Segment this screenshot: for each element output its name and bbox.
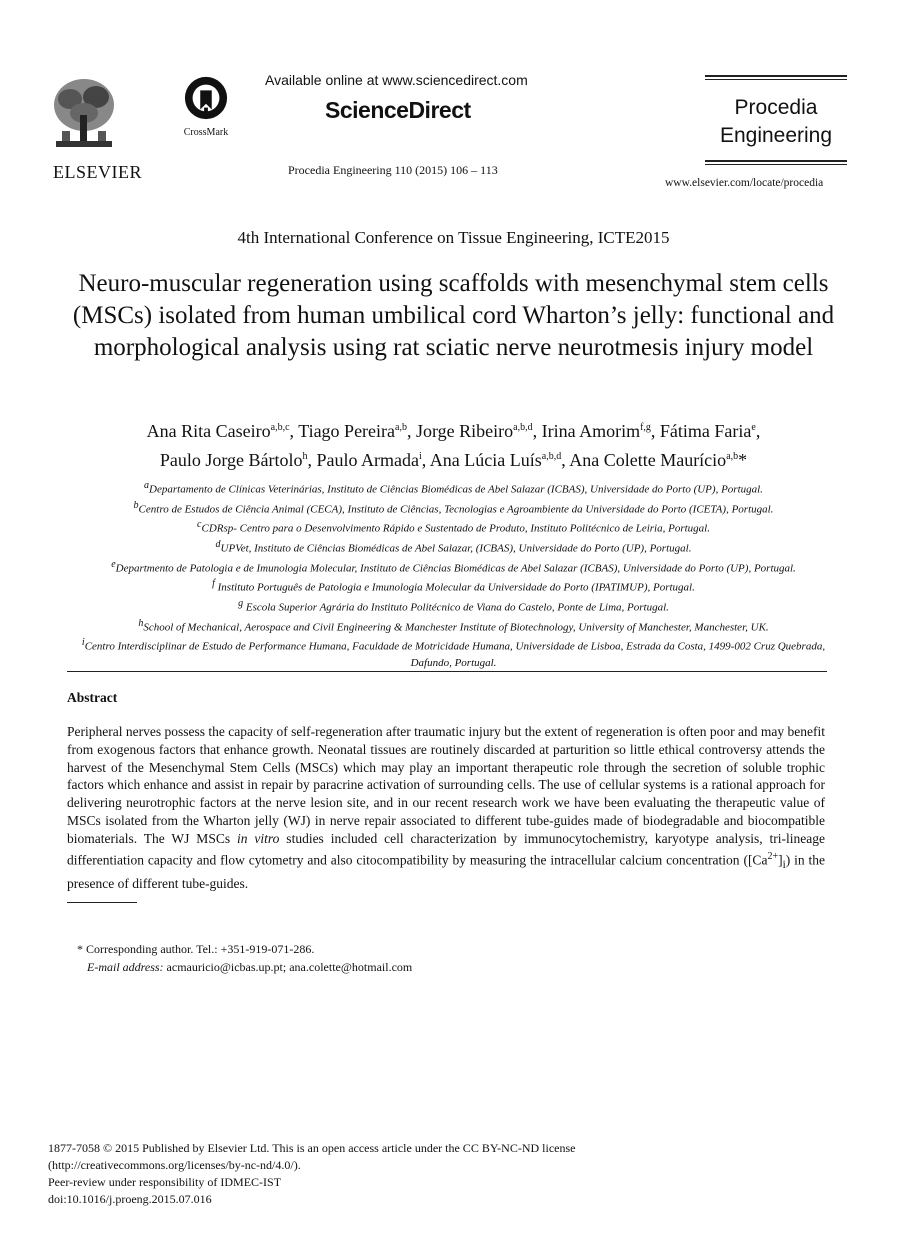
- affiliation-item: [62, 616, 845, 636]
- affiliation-item: [62, 596, 845, 616]
- affiliation-text: Departamento de Clínicas Veterinárias, Instituto de Ciências Biomédicas de Abel Salazar (ICBAS), Universidade do Porto (UP), Portugal.: [149, 483, 763, 496]
- affiliation-item: [62, 557, 845, 577]
- affiliation-text: School of Mechanical, Aerospace and Civil Engineering & Manchester Institute of Biotechnology, University of Manchester, Manchester, UK.: [143, 621, 769, 634]
- affiliation-text: CDRsp- Centro para o Desenvolvimento Rápido e Sustentado de Produto, Instituto Politécnico de Leiria, Portugal.: [201, 522, 710, 535]
- license-line: [48, 1157, 748, 1174]
- affiliation-list: [62, 478, 845, 671]
- affiliation-mark: h: [138, 617, 144, 629]
- author-separator: ,: [406, 421, 416, 441]
- peer-review-line: Peer-review under responsibility of IDMEC-IST: [48, 1175, 282, 1189]
- author-separator: *: [738, 450, 748, 470]
- author-affil-marks: e: [751, 422, 756, 433]
- author-name: Ana Lúcia Luís: [429, 450, 542, 470]
- calcium-subscript: i: [782, 858, 786, 871]
- author-separator: ,: [421, 450, 430, 470]
- author-name: Fátima Faria: [659, 421, 752, 441]
- sciencedirect-logo[interactable]: ScienceDirect: [325, 97, 471, 123]
- corresponding-author-note: * Corresponding author. Tel.: +351-919-071-286.: [77, 942, 315, 956]
- author-separator: ,: [755, 421, 761, 441]
- author-affil-marks: i: [418, 451, 422, 462]
- author-name: Tiago Pereira: [298, 421, 396, 441]
- calcium-charge: 2+: [767, 850, 779, 862]
- affiliation-mark: b: [133, 499, 139, 511]
- author-affil-marks: a,b,c: [270, 422, 290, 433]
- license-paren-open: (: [48, 1158, 52, 1172]
- affiliation-mark: i: [81, 637, 85, 649]
- author-name: Jorge Ribeiro: [415, 421, 514, 441]
- journal-title-line2: Engineering: [719, 124, 833, 147]
- affiliation-item: [62, 537, 845, 557]
- crossmark-logo[interactable]: [176, 75, 236, 138]
- journal-title: [705, 94, 847, 150]
- author-affil-marks: a,b,d: [513, 422, 533, 433]
- license-paren-close: ).: [293, 1158, 301, 1172]
- journal-rule-bottom-thin: [705, 164, 847, 165]
- elsevier-logo: [50, 75, 145, 183]
- abstract-heading: Abstract: [67, 690, 118, 705]
- affiliation-text: Departmento de Patologia e de Imunologia Molecular, Instituto de Ciências Biomédicas de Abel Salazar (ICBAS), Universidade do Porto (UP), Portugal.: [115, 562, 796, 575]
- copyright-line: 1877-7058 © 2015 Published by Elsevier Ltd. This is an open access article under the CC BY-NC-ND license: [48, 1141, 576, 1155]
- author-name: Paulo Jorge Bártolo: [159, 450, 303, 470]
- author-separator: ,: [289, 421, 299, 441]
- conference-name: 4th International Conference on Tissue Engineering, ICTE2015: [237, 228, 670, 247]
- available-online-text: Available online at www.sciencedirect.com: [265, 72, 528, 88]
- abstract-text: ) in the presence of different tube-guides.: [67, 852, 825, 891]
- abstract-italic-term: in vitro: [237, 830, 280, 846]
- author-separator: ,: [532, 421, 542, 441]
- abstract-body: [67, 723, 825, 892]
- author-separator: ,: [561, 450, 570, 470]
- abstract-divider: [67, 671, 827, 672]
- affiliation-text: Centro de Estudos de Ciência Animal (CECA), Instituto de Ciências, Tecnologias e Agroambiente da Universidade do Porto (ICETA), Portugal.: [138, 503, 774, 516]
- affiliation-mark: d: [215, 538, 221, 550]
- doi-line[interactable]: doi:10.1016/j.proeng.2015.07.016: [48, 1192, 212, 1206]
- affiliation-mark: f: [212, 578, 215, 590]
- journal-title-box: [705, 75, 847, 165]
- affiliation-item: [62, 576, 845, 596]
- footnote-divider: [67, 902, 137, 903]
- affiliation-mark: g: [238, 597, 244, 609]
- license-url-link[interactable]: http://creativecommons.org/licenses/by-nc-nd/4.0/: [52, 1158, 294, 1172]
- elsevier-wordmark: ELSEVIER: [53, 162, 142, 182]
- journal-url-link[interactable]: www.elsevier.com/locate/procedia: [665, 177, 824, 189]
- affiliation-item: [62, 498, 845, 518]
- crossmark-icon: [183, 75, 229, 121]
- email-label: E-mail address:: [87, 960, 164, 974]
- email-addresses[interactable]: acmauricio@icbas.up.pt; ana.colette@hotmail.com: [163, 960, 413, 974]
- journal-rule-top: [705, 75, 847, 77]
- author-affil-marks: h: [302, 451, 308, 462]
- affiliation-mark: e: [111, 558, 116, 570]
- affiliation-text: Instituto Português de Patologia e Imunologia Molecular da Universidade do Porto (IPATIMUP), Portugal.: [214, 581, 695, 594]
- author-affil-marks: a,b: [395, 422, 407, 433]
- journal-rule-bottom: [705, 160, 847, 162]
- author-separator: ,: [650, 421, 660, 441]
- abstract-text: ]: [778, 852, 783, 868]
- email-note: [87, 960, 412, 975]
- author-separator: ,: [307, 450, 317, 470]
- paper-title: Neuro-muscular regeneration using scaffolds with mesenchymal stem cells (MSCs) isolated from human umbilical cord Wharton’s jelly: functional and morphological analysis using rat sciatic nerve neurotmesis injury model: [72, 270, 835, 361]
- affiliation-item: [62, 478, 845, 498]
- crossmark-label: CrossMark: [183, 127, 229, 138]
- abstract-text: studies included cell characterization by immunocytochemistry, karyotype analysis, tri-lineage differentiation capacity and flow cytometry and also citocompatibility by measuring the intracellular calcium concentration ([Ca: [67, 830, 825, 868]
- affiliation-item: [62, 517, 845, 537]
- affiliation-item: [62, 635, 845, 671]
- affiliation-mark: a: [144, 480, 150, 491]
- author-affil-marks: a,b,d: [541, 451, 562, 462]
- author-name: Ana Rita Caseiro: [146, 421, 271, 441]
- affiliation-text: Escola Superior Agrária do Instituto Politécnico de Viana do Castelo, Ponte de Lima, Portugal.: [243, 601, 669, 614]
- author-list: [60, 415, 847, 473]
- author-name: Irina Amorim: [541, 421, 641, 441]
- abstract-text: Peripheral nerves possess the capacity of self-regeneration after traumatic injury but the extent of regeneration is often poor and may benefit from exogenous factors that enhance growth. Neonatal tissues are routinely discarded at parturition so little ethical controversy attends the harvest of the Mesenchymal Stem Cells (MSCs) which may play an important therapeutic role through the secretion of soluble trophic factors which enhance and assist in repair by paracrine activation of surrounding cells. The use of cellular systems is a rational approach for delivering neurotrophic factors at the nerve lesion site, and in our recent research work we have been evaluating the therapeutic value of MSCs isolated from the Wharton jelly (WJ) in nerve repair associated to different tube-guides made of biodegradable and biocompatible biomaterials. The WJ MSCs: [67, 724, 825, 846]
- author-affil-marks: a,b: [726, 451, 739, 462]
- affiliation-mark: c: [197, 519, 202, 531]
- journal-title-line1: Procedia: [734, 96, 818, 119]
- elsevier-tree-icon: [50, 75, 118, 153]
- journal-citation: Procedia Engineering 110 (2015) 106 – 113: [288, 163, 498, 177]
- author-affil-marks: f,g: [640, 422, 651, 433]
- affiliation-text: Centro Interdisciplinar de Estudo de Performance Humana, Faculdade de Motricidade Humana, Universidade de Lisboa, Estrada da Costa, 1499-002 Cruz Quebrada, Dafundo, Portugal.: [84, 640, 826, 669]
- page-footer: [48, 1140, 748, 1208]
- author-name: Ana Colette Maurício: [569, 450, 727, 470]
- author-name: Paulo Armada: [316, 450, 419, 470]
- journal-rule-top-thin: [705, 79, 847, 80]
- affiliation-text: UPVet, Instituto de Ciências Biomédicas de Abel Salazar, (ICBAS), Universidade do Porto (UP), Portugal.: [220, 542, 692, 555]
